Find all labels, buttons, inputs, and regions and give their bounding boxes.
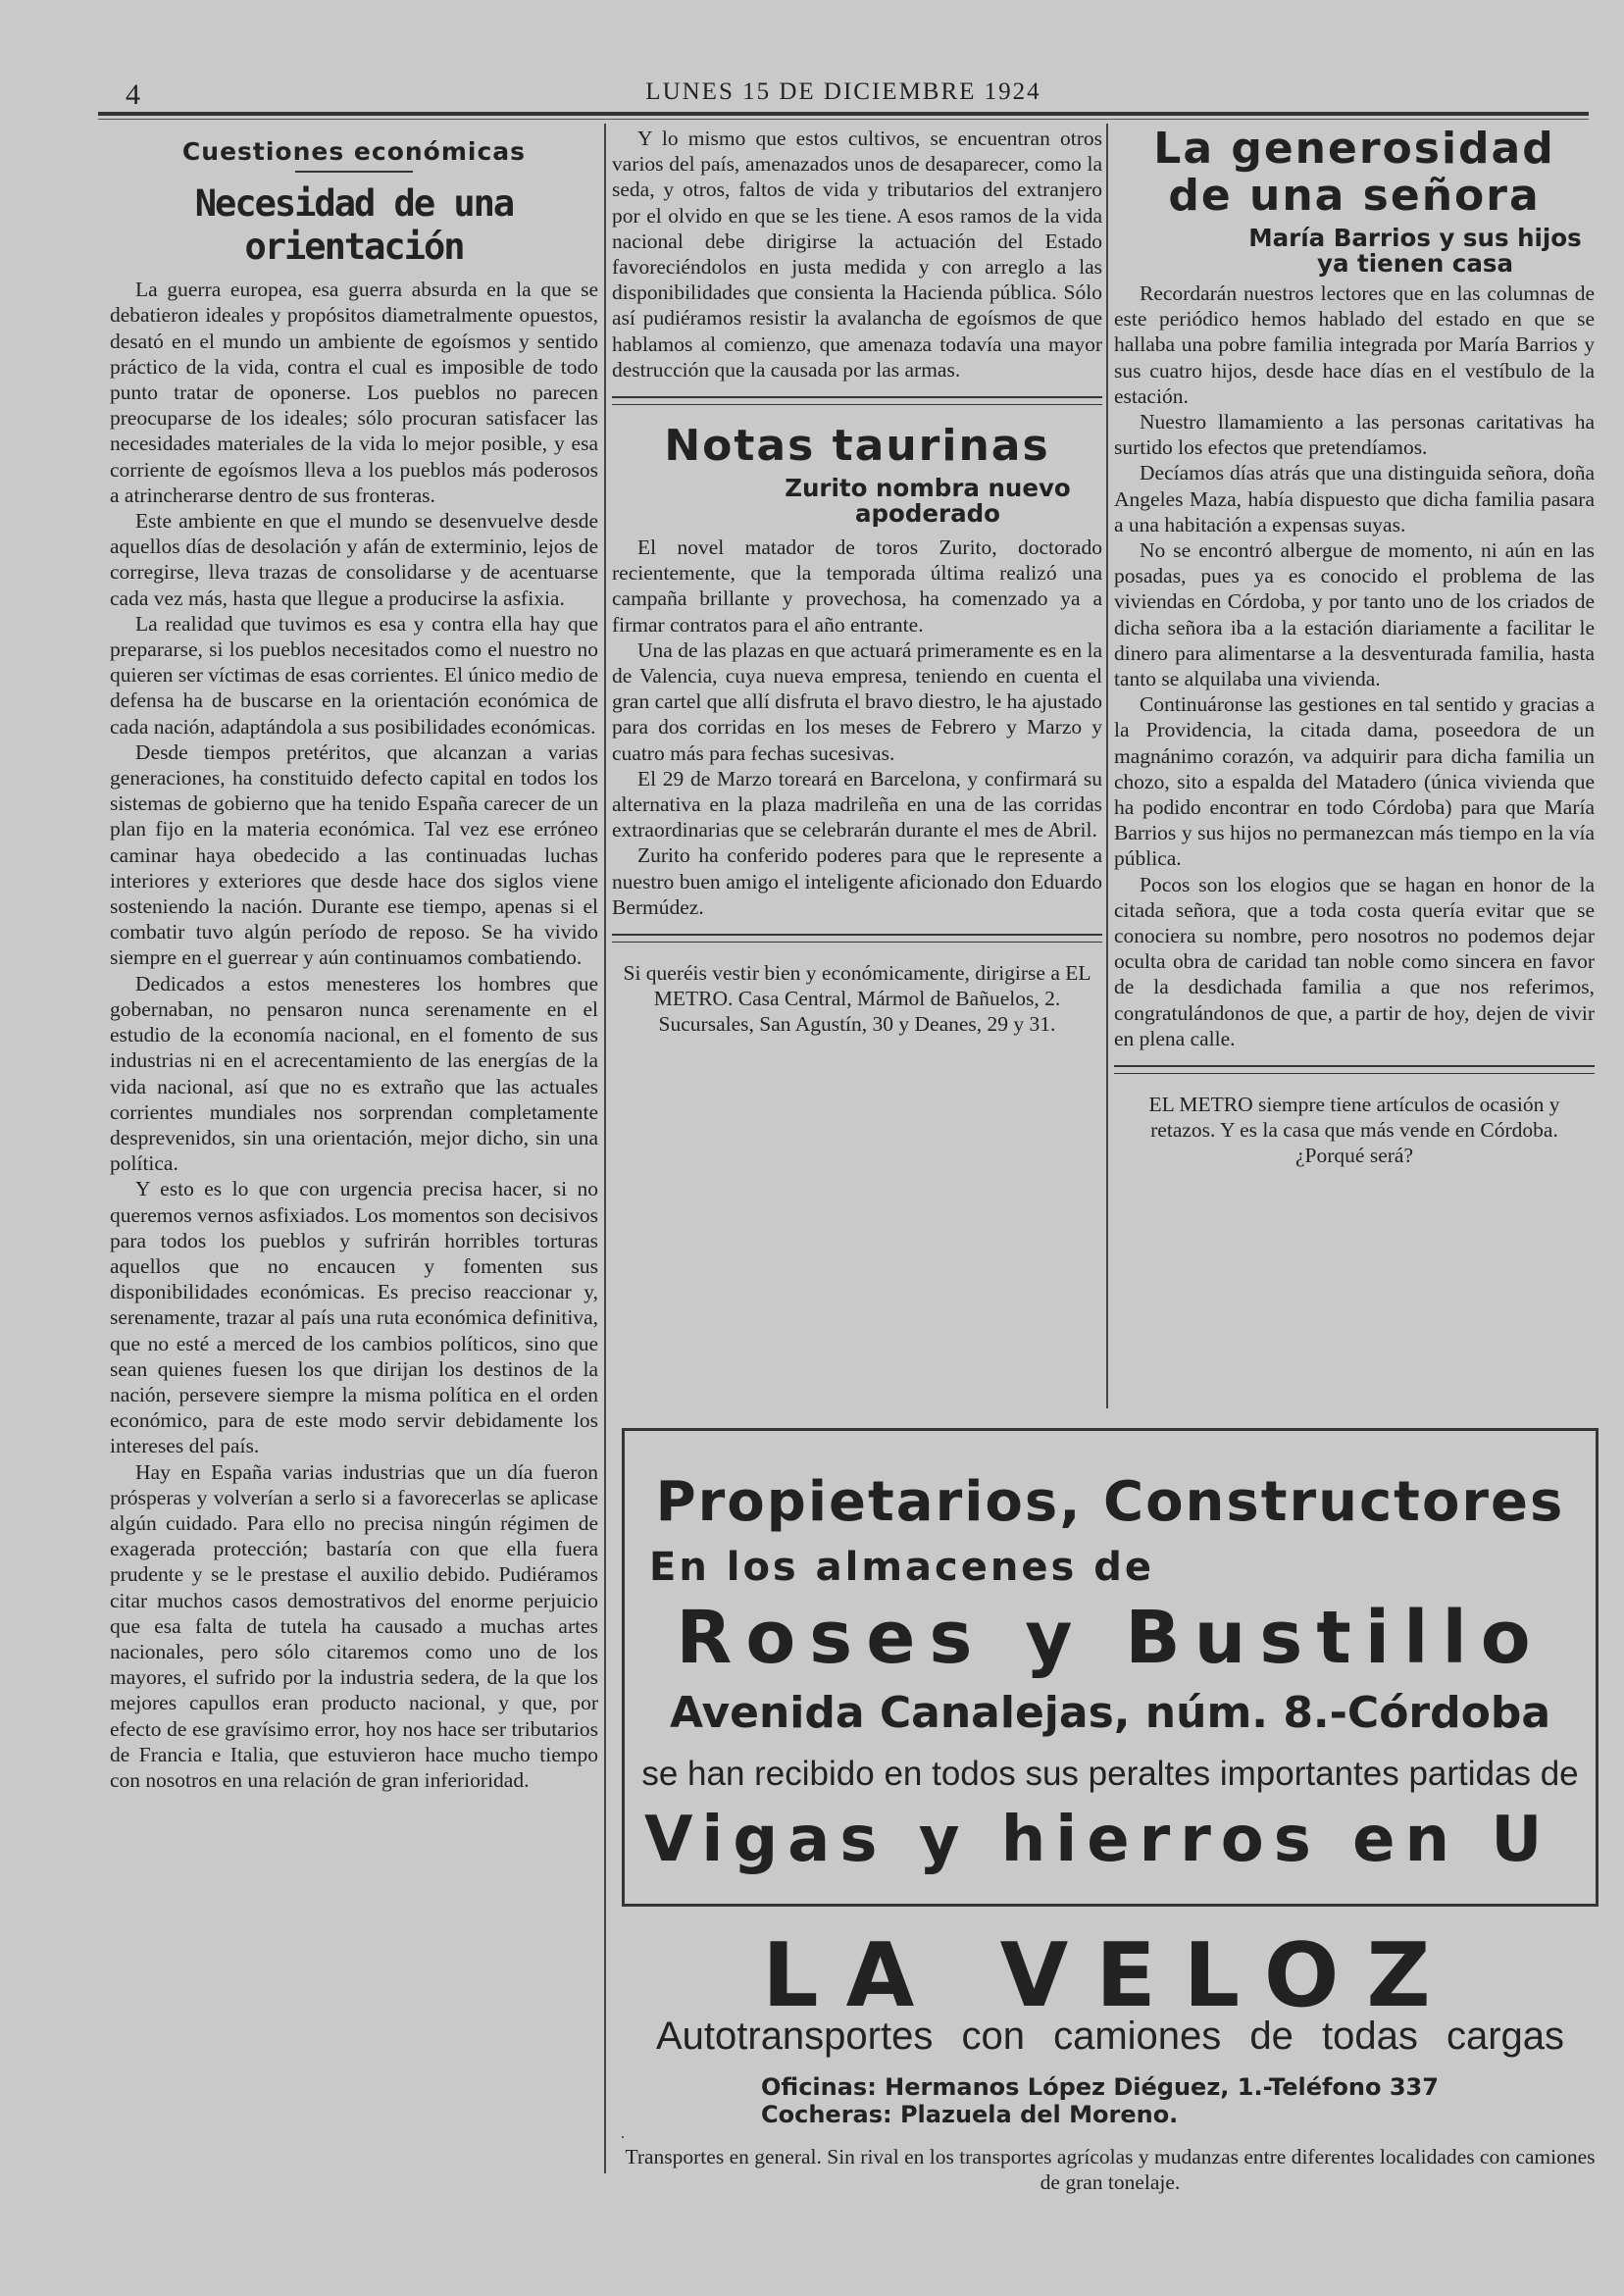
article-economics	[110, 126, 598, 1793]
ad-text: EL METRO siempre tiene artículos de ocasión y retazos. Y es la casa que más vende en Córdoba. ¿Porqué será?	[1148, 1093, 1560, 1168]
article-paragraph: Desde tiempos pretéritos, que alcanzan a varias generaciones, ha constituido defecto capital en todos los sistemas de gobierno que ha tenido España carecer de un plan fijo en la materia económica. Tal vez ese erróneo caminar haya obedecido a las continuadas luchas interiores y exteriores que desde hace dos siglos viene sosteniendo la nación. Durante ese tiempo, apenas si el combatir tuvo algún período de reposo. Se ha vivido siempre en el guerrear y aún continuamos combatiendo.	[110, 740, 598, 970]
column-divider	[1106, 124, 1108, 1408]
kicker-rule	[295, 171, 413, 173]
ad-text: Si queréis vestir bien y económicamente, dirigirse a EL METRO. Casa Central, Mármol de Bañuelos, 2. Sucursales, San Agustín, 30 y Deanes, 29 y 31.	[623, 961, 1091, 1037]
ad-intro: En los almacenes de	[649, 1545, 1154, 1590]
ad-address: Avenida Canalejas, núm. 8.-Córdoba	[669, 1688, 1551, 1738]
article-paragraph: La guerra europea, esa guerra absurda en la que se debatieron ideales y propósitos diametralmente opuestos, desató en el mundo un ambiente de egoísmos y sentido práctico de la vida, contra el cual es imposible de todo punto tratar de oponerse. Los pueblos no parecen preocuparse de los ideales; sólo procuran satisfacer las necesidades materiales de la vida lo mejor posible, y esa corriente de egoísmos lleva a los pueblos más poderosos a atrincherarse dentro de sus fronteras.	[110, 278, 598, 507]
article-paragraph: Zurito ha conferido poderes para que le represente a nuestro buen amigo el inteligente aficionado don Eduardo Bermúdez.	[612, 843, 1102, 919]
article-paragraph: El novel matador de toros Zurito, doctorado recientemente, que la temporada última realizó una campaña brillante y provechosa, ha comenzado ya a firmar contratos para el año entrante.	[612, 536, 1102, 637]
charity-subtitle: María Barrios y sus hijos ya tienen casa	[1248, 224, 1582, 278]
article-paragraph: La realidad que tuvimos es esa y contra ella hay que prepararse, si los pueblos necesitados como el nuestro no quieren ser víctimas de esas corrientes. El único medio de defensa ha de buscarse en la orientación económica de cada nación, adaptándola a sus posibilidades económicas.	[110, 611, 598, 739]
article-paragraph: Recordarán nuestros lectores que en las columnas de este periódico hemos hablado del estado en que se hallaba una pobre familia integrada por María Barrios y sus cuatro hijos, desde hace días en el vestíbulo de la estación.	[1114, 281, 1595, 408]
article-paragraph: Nuestro llamamiento a las personas caritativas ha surtido los efectos que pretendíamos.	[1114, 410, 1595, 460]
ad-garages: Cocheras: Plazuela del Moreno.	[761, 2101, 1179, 2128]
ad-rule	[622, 2136, 624, 2138]
column-divider	[604, 124, 606, 2173]
page-header	[98, 77, 1589, 116]
article-paragraph: Hay en España varias industrias que un día fueron prósperas y volverían a serlo si a favorecerlas se aplicase algún cuidado. Para ello no precisa ningún régimen de exagerada protección; bastaría con que ella fuera prudente y se le prestase el auxilio debido. Pudiéramos citar muchos casos demostrativos del enorme perjuicio que esa falta de tutela ha causado a muchas artes nacionales, pero sólo citaremos como uno de los mayores, el sufrido por la industria sedera, de la que los mejores capullos eran producto nacional, y que, por efecto de ese gravísimo error, hoy nos hace ser tributarios de Francia e Italia, que estuvieron hace mucho tiempo con nosotros en una relación de gran inferioridad.	[110, 1459, 598, 1792]
article-paragraph: No se encontró albergue de momento, ni aún en las posadas, pues ya es conocido el problema de las viviendas en Córdoba, y por tanto uno de los criados de dicha señora iba a la estación diariamente a facilitar le dinero para alimentarse a la desventurada familia, hasta tanto se alquilaba una vivienda.	[1114, 538, 1595, 691]
article-title: Necesidad de una orientación	[194, 182, 514, 269]
ad-company: Roses y Bustillo	[676, 1596, 1545, 1680]
el-metro-ad	[612, 960, 1102, 1037]
ad-footer: Transportes en general. Sin rival en los transportes agrícolas y mudanzas entre diferentes localidades con camiones de gran tonelaje.	[625, 2145, 1596, 2194]
article-paragraph: Decíamos días atrás que una distinguida señora, doña Angeles Maza, había dispuesto que dicha familia pasara a una habitación a expensas suyas.	[1114, 461, 1595, 536]
charity-title: La generosidad de una señora	[1153, 124, 1555, 221]
el-metro-ad-2	[1114, 1092, 1595, 1168]
issue-date: LUNES 15 DE DICIEMBRE 1924	[645, 78, 1041, 105]
bullfighting-title: Notas taurinas	[664, 421, 1050, 472]
article-paragraph: Pocos son los elogios que se hagan en honor de la citada señora, que a toda costa quería evitar que se conociera su nombre, pero nosotros no podemos dejar oculta obra de caridad tan noble como sincera en favor de la desdichada familia a que nos referimos, congratulándonos de que, a partir de hoy, dejen de vivir en plena calle.	[1114, 872, 1595, 1050]
article-paragraph: Este ambiente en que el mundo se desenvuelve desde aquellos días de desolación y afán de exterminio, lejos de corregirse, lleva trazas de consolidarse y de acentuarse cada vez más, hasta que llegue a producirse la asfixia.	[110, 509, 598, 610]
section-kicker: Cuestiones económicas	[181, 137, 527, 166]
middle-column	[612, 126, 1102, 1037]
page-number: 4	[126, 78, 140, 111]
ad-body: se han recibido en todos sus peraltes importantes partidas de	[641, 1755, 1579, 1793]
header-rule	[98, 112, 1589, 116]
ad-headline: Propietarios, Constructores	[655, 1470, 1565, 1534]
article-continuation: Y lo mismo que estos cultivos, se encuentran otros varios del país, amenazados unos de desaparecer, como la seda, y otros, faltos de vida y tributarios del extranjero por el olvido en que se les tiene. A esos ramos de la vida nacional debe dirigirse la actuación del Estado favoreciéndolos en justa medida y con arreglo a las disponibilidades que consienta la Hacienda pública. Sólo así pudiéramos resistir la avalancha de egoísmos de que hablamos al comienzo, que amenaza todavía una mayor destrucción que la causada por las armas.	[612, 127, 1102, 382]
article-paragraph: Continuáronse las gestiones en tal sentido y gracias a la Providencia, la citada dama, poseedora de un magnánimo corazón, va adquirir para dicha familia un chozo, sito a espalda del Matadero (única vivienda que ha podido encontrar en todo Córdoba) para que María Barrios y sus hijos no permanezcan más tiempo en la vía pública.	[1114, 692, 1595, 871]
article-paragraph: Dedicados a estos menesteres los hombres que gobernaban, no pensaron nunca serenamente en el estudio de la economía nacional, en el fomento de sus industrias ni en el acrecentamiento de las energías de la vida nacional, así que no es extraño que las actuales corrientes mundiales nos sorprendan completamente desprevenidos, sin una orientación, mejor dicho, sin una política.	[110, 971, 598, 1176]
right-column	[1114, 126, 1595, 1168]
ad-company: LA VELOZ	[762, 1924, 1458, 2027]
article-paragraph: Y esto es lo que con urgencia precisa hacer, si no queremos vernos asfixiados. Los momentos son decisivos para todos los pueblos y sufrirán horribles torturas aquellos que no encaucen y fomenten sus disponibilidades económicas. Es preciso reaccionar y, serenamente, trazar al país una ruta económica definitiva, que no esté a merced de los cambios políticos, sino que sean quienes fuesen los que dirijan los destinos de la nación, persevere siempre la misma política en el orden económico, para de este modo servir debidamente los intereses del país.	[110, 1177, 598, 1458]
article-paragraph: El 29 de Marzo toreará en Barcelona, y confirmará su alternativa en la plaza madrileña en una de las corridas extraordinarias que se celebrarán durante el mes de Abril.	[612, 766, 1102, 842]
roses-bustillo-ad	[622, 1428, 1599, 1907]
ad-offices: Oficinas: Hermanos López Diéguez, 1.-Teléfono 337	[761, 2073, 1439, 2101]
section-divider	[1114, 1065, 1595, 1074]
ad-products: Vigas y hierros en U	[644, 1804, 1552, 1876]
header-rule-thin	[98, 119, 1589, 120]
article-paragraph: Una de las plazas en que actuará primeramente es en la de Valencia, cuya nueva empresa, teniendo en cuenta el gran cartel que allí disfruta el bravo diestro, le ha ajustado para dos corridas en los meses de Febrero y Marzo y cuatro más para fechas sucesivas.	[612, 638, 1102, 765]
section-divider	[612, 396, 1102, 405]
bullfighting-subtitle: Zurito nombra nuevo apoderado	[785, 474, 1071, 529]
la-veloz-ad	[622, 1924, 1599, 2199]
section-divider	[612, 934, 1102, 943]
ad-tagline: Autotransportes con camiones de todas cargas	[655, 2015, 1565, 2058]
